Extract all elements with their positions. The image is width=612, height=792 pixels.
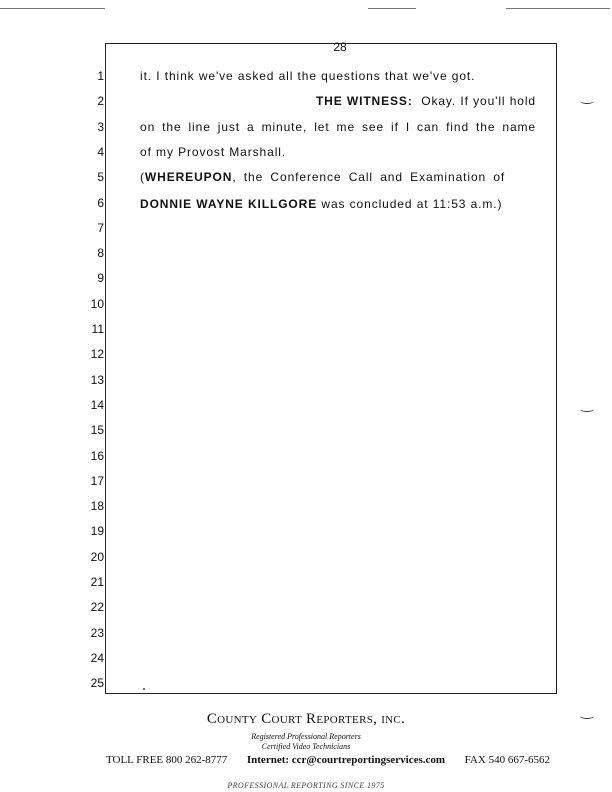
line-6-text: was concluded at 11:53 a.m.) [317, 197, 503, 211]
since-line: PROFESSIONAL REPORTING SINCE 1975 [227, 781, 385, 790]
transcript-line-4: of my Provost Marshall. [140, 145, 287, 159]
internet-label: Internet: [246, 754, 290, 766]
transcript-line-1: it. I think we've asked all the questions that we've got. [140, 69, 476, 83]
scan-mark-left [0, 8, 105, 9]
binder-mark-icon [580, 406, 594, 412]
speaker-label: THE WITNESS: [315, 94, 413, 108]
transcript-line-3: on the line just a minute, let me see if I can find the name [140, 120, 536, 134]
line-number: 6 [97, 196, 104, 210]
line-number: 24 [90, 651, 104, 665]
line-number: 15 [90, 423, 104, 437]
line-number: 4 [97, 145, 104, 159]
line-number: 11 [91, 322, 104, 336]
scan-mark-mid [368, 8, 416, 9]
line-number: 13 [90, 373, 104, 387]
line-number: 7 [97, 221, 104, 235]
line-number: 25 [90, 676, 104, 690]
whereupon-label: WHEREUPON [144, 170, 233, 184]
line-number: 2 [97, 94, 104, 108]
line-number: 9 [97, 271, 104, 285]
line-5-text: , the Conference Call and Examination of [232, 170, 506, 184]
fax: FAX 540 667-6562 [464, 754, 550, 766]
tagline-video: Certified Video Technicians [261, 742, 351, 751]
line-number: 16 [90, 449, 104, 463]
transcript-line-5 [140, 170, 536, 184]
line-number: 17 [90, 474, 104, 488]
line-number: 1 [97, 69, 104, 83]
paren-open: ( [140, 170, 145, 184]
scan-mark-right [506, 8, 610, 9]
scan-dot [143, 688, 145, 690]
page-number: 28 [333, 40, 347, 54]
tagline-reporters: Registered Professional Reporters [251, 732, 361, 741]
line-number: 23 [90, 626, 104, 640]
transcript-line-6 [140, 197, 536, 211]
line-number: 19 [90, 524, 104, 538]
line-number: 14 [90, 398, 104, 412]
internet [247, 754, 445, 766]
line-number: 20 [90, 550, 104, 564]
transcript-frame [105, 43, 557, 694]
transcript-line-2 [140, 94, 536, 108]
internet-address: ccr@courtreportingservices.com [289, 754, 446, 766]
contact-line [106, 754, 550, 766]
line-number: 5 [97, 170, 104, 184]
line-number: 10 [90, 297, 104, 311]
line-number: 21 [90, 575, 104, 589]
witness-name: DONNIE WAYNE KILLGORE [140, 197, 318, 211]
line-number: 3 [97, 120, 104, 134]
toll-free: TOLL FREE 800 262-8777 [106, 754, 228, 766]
line-number: 12 [90, 347, 104, 361]
line-2-text: Okay. If you'll hold [421, 94, 536, 108]
line-number: 18 [90, 499, 104, 513]
line-number: 22 [90, 600, 104, 614]
binder-mark-icon [580, 98, 594, 104]
company-name: County Court Reporters, inc. [206, 711, 406, 727]
line-number: 8 [97, 246, 104, 260]
